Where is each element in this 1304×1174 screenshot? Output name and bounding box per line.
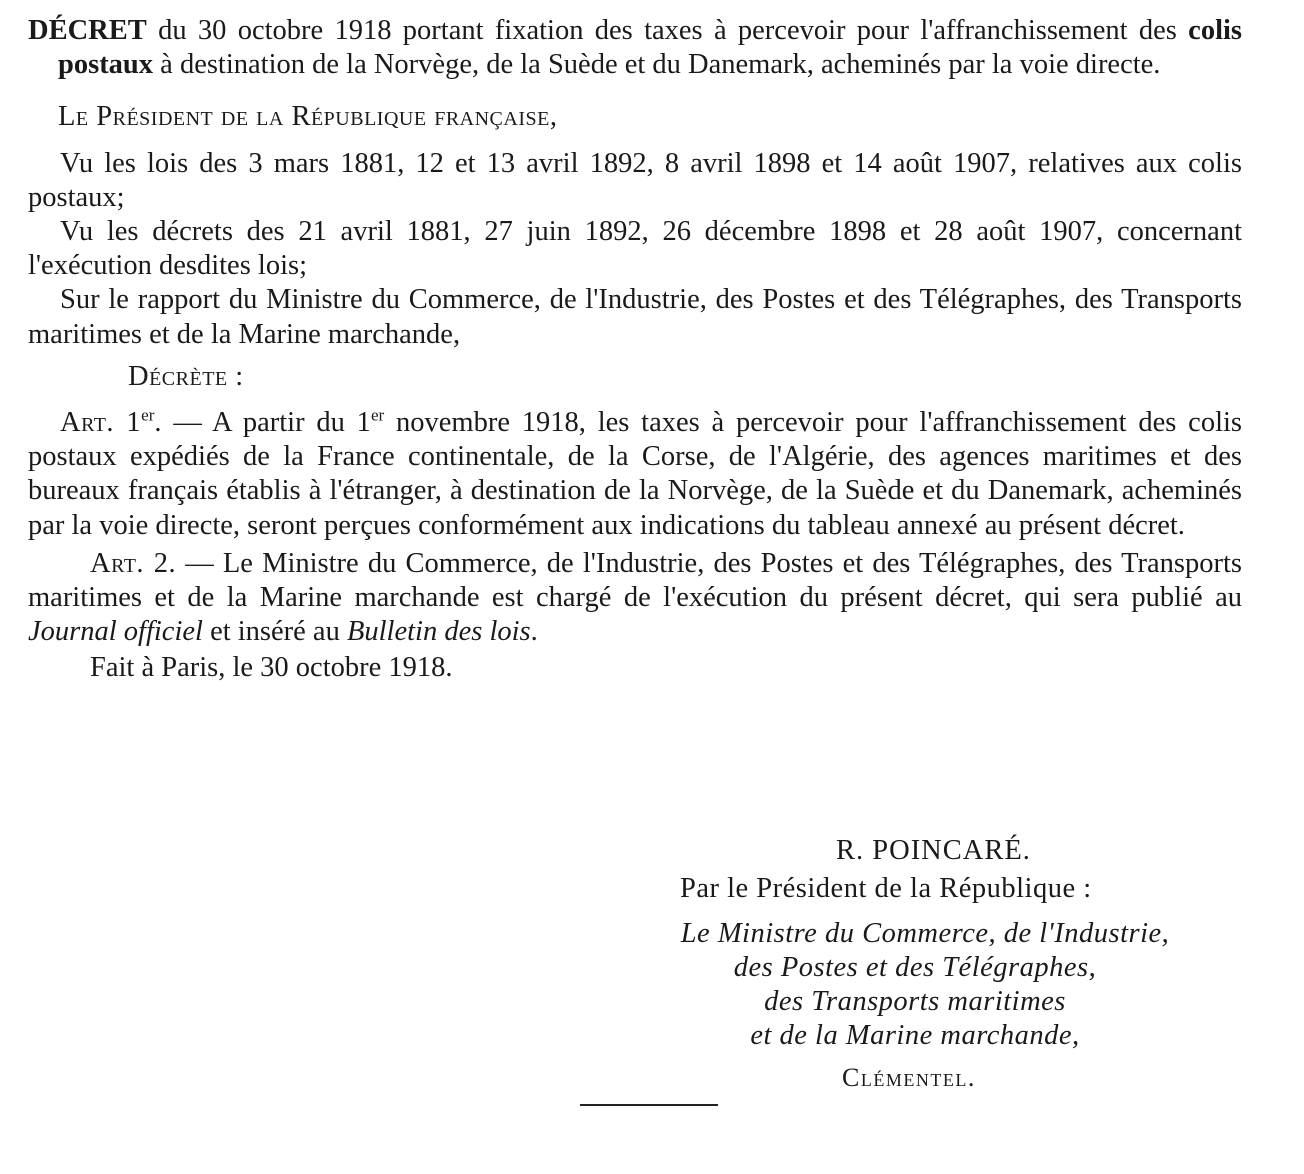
decrete-heading: Décrète : [128, 360, 244, 392]
signature-clementel: Clémentel. [842, 1063, 976, 1092]
ministre-line-4: et de la Marine marchande, [750, 1020, 1080, 1051]
decree-document [28, 14, 1242, 686]
article-1 [28, 406, 1242, 543]
article-1-text-2: novembre 1918, les taxes à percevoir pour l'affranchissement des colis postaux expédiés de la France continentale, de la Corse, de l'Algérie, des agences maritimes et des bureaux français établis à l'étranger, à destination de la Norvège, de la Suède et du Danemark, acheminés par la voie directe, seront perçues conformément aux indications du tableau annexé au présent décret. [28, 407, 1243, 541]
title-bold-subject: colis postaux [58, 15, 1242, 81]
ministre-line-2: des Postes et des Télégraphes, [733, 952, 1097, 983]
ministre-line-1: Le Ministre du Commerce, de l'Industrie, [680, 918, 1170, 949]
article-1-text-1: . — A partir du 1 [154, 407, 371, 439]
vu-decrets-paragraph: Vu les décrets des 21 avril 1881, 27 juin 1892, 26 décembre 1898 et 28 août 1907, concernant l'exécution desdites lois; [28, 216, 1242, 282]
ministre-line-3: des Transports maritimes [764, 986, 1066, 1017]
rapport-paragraph: Sur le rapport du Ministre du Commerce, de l'Industrie, des Postes et des Télégraphes, des Transports maritimes et de la Marine marchande, [28, 284, 1242, 350]
article-2-label: Art. 2. [90, 547, 177, 579]
president-heading: Le Président de la République française, [58, 101, 558, 133]
article-2-text-2: et inséré au [202, 616, 347, 648]
journal-officiel: Journal officiel [28, 616, 203, 648]
vu-lois-paragraph: Vu les lois des 3 mars 1881, 12 et 13 avril 1892, 8 avril 1898 et 14 août 1907, relatives aux colis postaux; [28, 147, 1242, 213]
decree-title [28, 14, 1242, 82]
fait-a-paris: Fait à Paris, le 30 octobre 1918. [90, 652, 453, 684]
par-le-president: Par le Président de la République : [680, 873, 1092, 904]
article-2-text-1: — Le Ministre du Commerce, de l'Industrie, des Postes et des Télégraphes, des Transports maritimes et de la Marine marchande est chargé de l'exécution du présent décret, qui sera publié au [28, 547, 1242, 614]
closing-rule [580, 1104, 718, 1106]
article-2-text-3: . [530, 616, 538, 648]
bulletin-des-lois: Bulletin des lois [346, 616, 531, 648]
article-1-label-sup: er [141, 405, 155, 425]
signature-poincare: R. POINCARÉ. [836, 835, 1031, 866]
article-2 [28, 547, 1242, 650]
title-lead: DÉCRET [28, 15, 147, 46]
article-1-label: Art. 1 [60, 407, 142, 439]
title-text-2: à destination de la Norvège, de la Suède et du Danemark, acheminés par la voie directe. [153, 49, 1161, 81]
title-text-1: du 30 octobre 1918 portant fixation des taxes à percevoir pour l'affranchissement des [146, 15, 1189, 46]
article-1-text-sup: er [370, 405, 385, 425]
